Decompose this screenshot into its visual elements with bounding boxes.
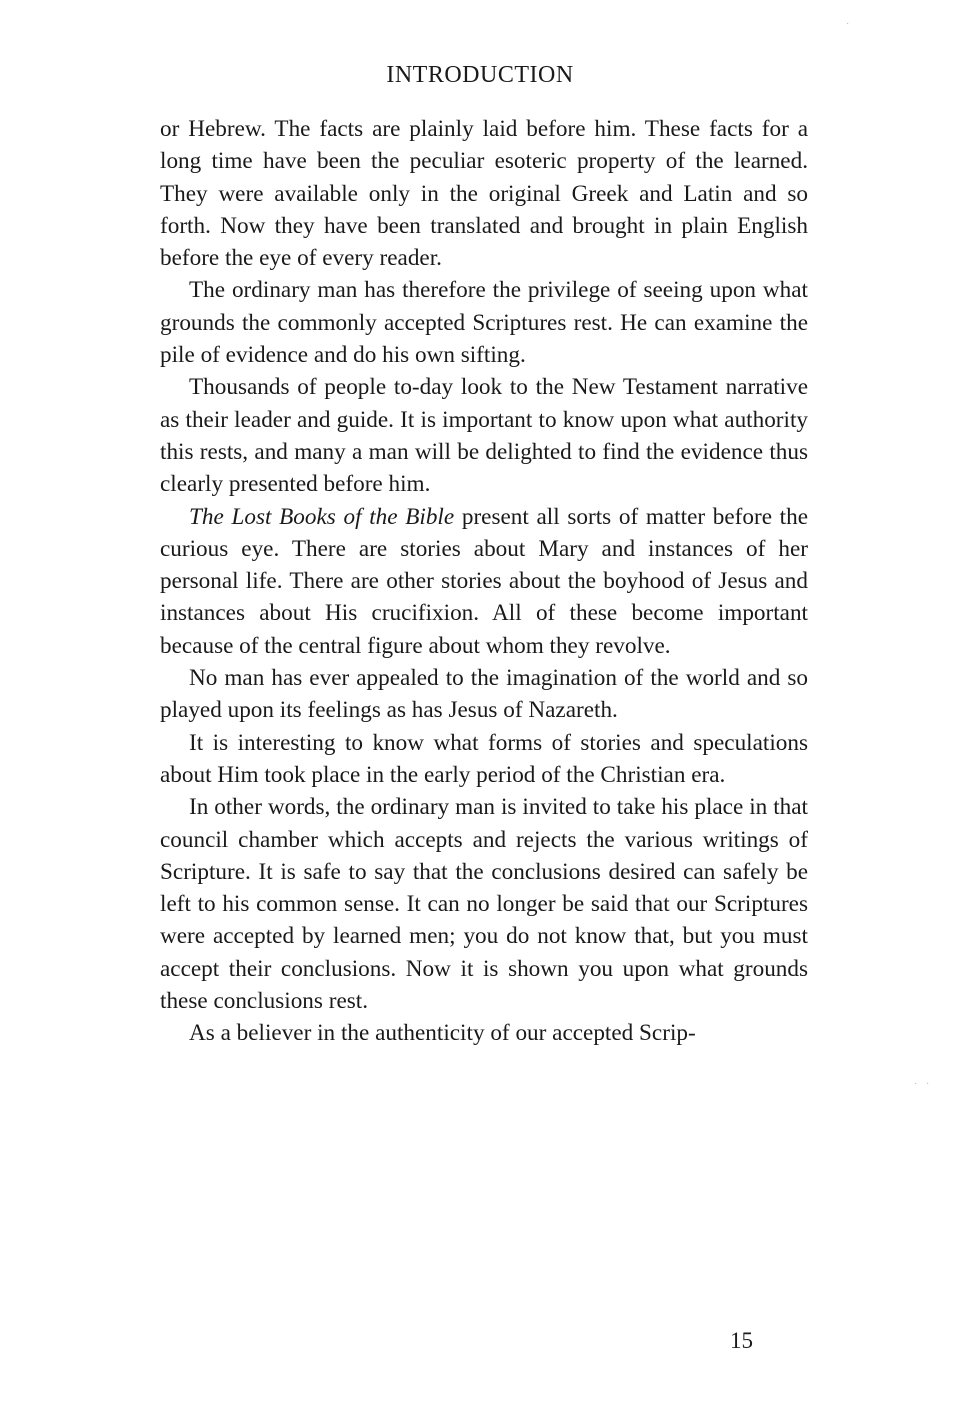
body-text	[160, 113, 808, 1050]
paragraph: Thousands of people to-day look to the New Testament narrative as their leader and guide. It is important to know upon what authority this rests, and many a man will be delighted to find the evidence thus clearly presented before him.	[160, 374, 808, 498]
paragraph: No man has ever appealed to the imagination of the world and so played upon its feelings as has Jesus of Nazareth.	[160, 665, 808, 724]
scan-speck: ·	[914, 1078, 918, 1089]
paragraph-text: present all sorts of matter before the curious eye. There are stories about Mary and instances of her personal life. There are other stories about the boyhood of Jesus and instances about His crucifixion. All of these become important because of the central figure about whom they revolve.	[160, 503, 809, 659]
paragraph	[160, 501, 808, 662]
paragraph: or Hebrew. The facts are plainly laid before him. These facts for a long time have been the peculiar esoteric property of the learned. They were available only in the original Greek and Latin and so forth. Now they have been translated and brought in plain English before the eye of every reader.	[160, 116, 808, 272]
running-header: INTRODUCTION	[386, 62, 574, 88]
paragraph: The ordinary man has therefore the privilege of seeing upon what grounds the commonly accepted Scriptures rest. He can examine the pile of evidence and do his own sifting.	[160, 277, 808, 369]
scan-speck: ·	[846, 18, 850, 29]
page-number: 15	[730, 1328, 753, 1353]
paragraph: As a believer in the authenticity of our accepted Scrip-	[189, 1020, 696, 1047]
book-title-italic: The Lost Books of the Bible	[189, 503, 455, 530]
paragraph: It is interesting to know what forms of stories and speculations about Him took place in the early period of the Christian era.	[160, 729, 808, 788]
paragraph: In other words, the ordinary man is invited to take his place in that council chamber which accepts and rejects the various writings of Scripture. It is safe to say that the conclusions desired can safely be left to his common sense. It can no longer be said that our Scriptures were accepted by learned men; you do not know that, but you must accept their conclusions. Now it is shown you upon what grounds these conclusions rest.	[160, 794, 808, 1015]
scan-speck: ·	[926, 1078, 930, 1089]
